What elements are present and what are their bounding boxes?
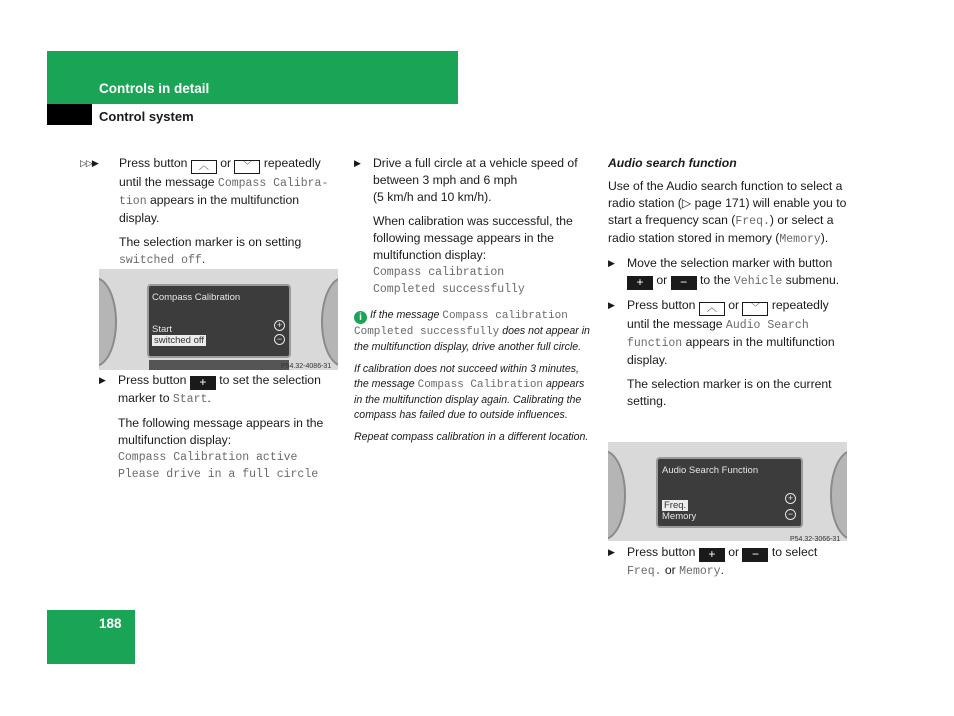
step-text: repeatedly until the message bbox=[627, 298, 829, 331]
step bbox=[608, 297, 848, 369]
step-text: . bbox=[207, 391, 211, 405]
paragraph bbox=[608, 178, 848, 248]
page-reference: ▷ page 171 bbox=[681, 196, 746, 210]
note: Repeat compass calibration in a different location. bbox=[354, 431, 589, 443]
display-message: Memory bbox=[679, 565, 721, 578]
display-message: Please drive in a full circle bbox=[118, 468, 319, 481]
plus-button-icon: + bbox=[627, 276, 653, 290]
column-3 bbox=[608, 155, 848, 417]
step-text: or bbox=[220, 156, 232, 170]
minus-button-icon: − bbox=[742, 548, 768, 562]
photo-code: P54.32-4086-31 bbox=[281, 363, 332, 370]
up-button-icon: ︿ bbox=[699, 302, 725, 316]
para-text: . bbox=[201, 252, 206, 266]
screen-selected-line: Freq. bbox=[664, 500, 687, 511]
plus-icon: + bbox=[274, 320, 285, 331]
continuation-icon: ▷▷▶ bbox=[80, 158, 98, 168]
display-message: Audio Search function bbox=[627, 319, 809, 350]
minus-button-icon: − bbox=[671, 276, 697, 290]
paragraph bbox=[99, 415, 342, 483]
step-text: Press button bbox=[627, 298, 696, 312]
note bbox=[354, 362, 592, 423]
paragraph: The selection marker is on the current setting. bbox=[627, 377, 832, 408]
step-text: repeatedly until the message bbox=[119, 156, 321, 189]
step-text: (5 km/h and 10 km/h). bbox=[373, 190, 492, 204]
para-text: ). bbox=[820, 231, 829, 245]
display-message: switched off bbox=[119, 254, 202, 267]
photo-code: P54.32-3066-31 bbox=[790, 536, 841, 541]
bullet-arrow-icon: ▶ bbox=[99, 375, 106, 385]
step-text: or bbox=[656, 273, 668, 287]
step-text: or bbox=[728, 545, 740, 559]
note-text: does not appear in the multifunction display, drive another full circle. bbox=[354, 325, 590, 353]
para-text: ) or select a radio station stored in memory ( bbox=[608, 213, 834, 245]
note-text: If the message bbox=[369, 309, 440, 321]
screen-title: Compass Calibration bbox=[152, 292, 241, 303]
step-text: Press button bbox=[118, 373, 187, 387]
screen-bezel bbox=[149, 360, 289, 370]
display-message: Completed successfully bbox=[373, 283, 525, 296]
display-message: Vehicle bbox=[733, 275, 783, 288]
display-message: Compass Calibration bbox=[417, 379, 544, 391]
gauge-right bbox=[321, 277, 338, 367]
display-message: Compass Calibra-tion bbox=[119, 177, 329, 208]
section-heading: Audio search function bbox=[608, 156, 737, 170]
bullet-arrow-icon: ▶ bbox=[354, 158, 361, 168]
subsection-title: Control system bbox=[99, 109, 194, 124]
info-icon: i bbox=[354, 311, 367, 324]
up-button-icon: ︿ bbox=[191, 160, 217, 174]
step-text: Press button bbox=[627, 545, 696, 559]
display-message: Compass Calibration active bbox=[118, 451, 298, 464]
step-text: or bbox=[728, 298, 740, 312]
step-text: submenu. bbox=[785, 273, 840, 287]
multifunction-screen bbox=[656, 457, 803, 528]
gauge-left bbox=[99, 277, 117, 367]
step-text: appears in the multifunction display. bbox=[627, 335, 835, 367]
paragraph bbox=[80, 234, 342, 269]
step-text: Move the selection marker with button bbox=[627, 256, 833, 270]
note bbox=[354, 308, 592, 355]
step bbox=[80, 155, 342, 227]
screen-title: Audio Search Function bbox=[662, 465, 759, 476]
display-message: Start bbox=[172, 393, 208, 406]
display-message: Compass calibration Completed successfully bbox=[354, 310, 568, 338]
plus-button-icon: + bbox=[699, 548, 725, 562]
bullet-arrow-icon: ▶ bbox=[608, 547, 615, 557]
column-1 bbox=[80, 155, 342, 276]
step-text: to the bbox=[700, 273, 731, 287]
para-text: When calibration was successful, the following message appears in the multifunction display: bbox=[373, 214, 573, 262]
step-text: . bbox=[720, 563, 724, 577]
step bbox=[99, 372, 342, 408]
plus-icon: + bbox=[785, 493, 796, 504]
compass-display-photo bbox=[99, 269, 338, 370]
step-text: Drive a full circle at a vehicle speed of between 3 mph and 6 mph bbox=[373, 156, 578, 187]
screen-line: Memory bbox=[662, 511, 697, 522]
column-1-lower bbox=[99, 372, 342, 490]
para-text: The following message appears in the multifunction display: bbox=[118, 416, 324, 447]
multifunction-screen bbox=[147, 284, 291, 358]
column-3-lower bbox=[608, 544, 848, 587]
page-number: 188 bbox=[99, 616, 122, 631]
step-text: Press button bbox=[119, 156, 188, 170]
gauge-left bbox=[608, 450, 626, 540]
display-message: Memory bbox=[779, 233, 821, 246]
para-text: The selection marker is on setting bbox=[119, 235, 302, 249]
step-text: to set the selection marker to bbox=[118, 373, 321, 405]
display-message: Freq. bbox=[735, 215, 770, 228]
paragraph bbox=[354, 213, 592, 298]
minus-icon: − bbox=[785, 509, 796, 520]
step bbox=[608, 544, 848, 580]
step-text: appears in the multifunction display. bbox=[119, 193, 300, 225]
screen-selected-line: switched off bbox=[154, 335, 204, 346]
column-2 bbox=[354, 155, 592, 452]
section-title: Controls in detail bbox=[99, 81, 210, 96]
bullet-arrow-icon: ▶ bbox=[608, 300, 615, 310]
display-message: Freq. bbox=[627, 565, 662, 578]
display-message: Compass calibration bbox=[373, 266, 505, 279]
screen-line: Start bbox=[152, 324, 173, 335]
para-text: Use of the Audio search function to select a radio station ( bbox=[608, 179, 843, 210]
minus-icon: − bbox=[274, 334, 285, 345]
bullet-arrow-icon: ▶ bbox=[608, 258, 615, 268]
audio-display-photo bbox=[608, 442, 847, 541]
subsection-marker bbox=[47, 104, 92, 125]
down-button-icon: ﹀ bbox=[234, 160, 260, 174]
step bbox=[354, 155, 592, 206]
step-text: or bbox=[664, 563, 676, 577]
gauge-right bbox=[830, 450, 847, 540]
plus-button-icon: + bbox=[190, 376, 216, 390]
down-button-icon: ﹀ bbox=[742, 302, 768, 316]
step bbox=[608, 255, 848, 290]
note-text: If calibration does not succeed within 3 minutes, the message bbox=[354, 363, 579, 390]
note-text: appears in the multifunction display again. Calibrating the compass has failed due to outside influences. bbox=[354, 378, 585, 421]
para-text: ) will enable you to start a frequency scan ( bbox=[608, 196, 847, 227]
step-text: to select bbox=[771, 545, 818, 559]
